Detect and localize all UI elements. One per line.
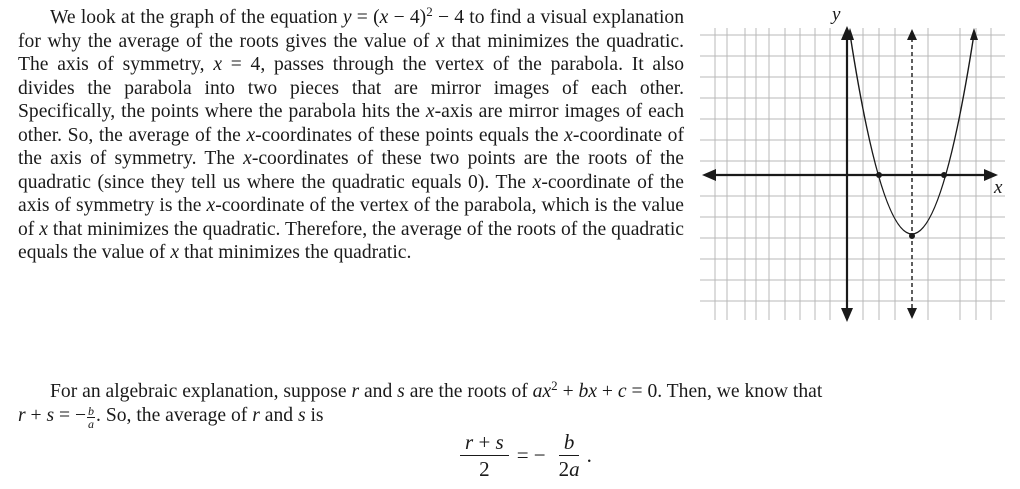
y-axis-label: y xyxy=(832,4,841,25)
x-axis-left-arrow xyxy=(702,169,716,181)
paragraph-graphical-explanation: We look at the graph of the equation $y = (x - 4)^2 - 4$ to find a visual explanation for why the average of the roots gives the value of x that minimizes the quadratic. The axis of symmetry, x = 4, passes through the vertex of the parabola. It also divides the parabola into two pieces that are mirror images of each other. Specifically, the points where the parabola hits the x-axis are mirror images of each other. So, the average of the x-coordinates of these points equals the x-coordinate of the axis of symmetry. The x-coordinates of these two points are the roots of the quadratic (since they tell us where the quadratic equals 0). The x-coordinate of the axis of symmetry is the x-coordinate of the vertex of the parabola, which is the value of x that minimizes the quadratic. Therefore, the average of the roots of the quadratic equals the value of x that minimizes the quadratic. xyxy=(18,4,685,263)
curve-right-arrow xyxy=(970,28,978,40)
parabola-curve xyxy=(850,34,974,234)
equals-minus: = − xyxy=(516,443,546,467)
y-axis-bottom-arrow xyxy=(841,308,853,322)
root-point-left xyxy=(876,172,882,178)
average-fraction: $\frac{r + s}{2}$ xyxy=(460,430,509,481)
inline-fraction: $\frac{b}{a}$ xyxy=(88,403,95,431)
x-axis xyxy=(702,169,998,181)
root-point-right xyxy=(941,172,947,178)
x-axis-label: x xyxy=(994,177,1003,198)
vertex-point xyxy=(909,233,915,239)
parabola-graph xyxy=(700,0,1010,330)
paragraph-algebraic-explanation: For an algebraic explanation, suppose r and s are the roots of $ax^2$ + bx + c = 0. Then, we know that r + s = − $\frac{b}{a}$ . So, the average of r and s is xyxy=(18,378,823,431)
display-equation: $\frac{r + s}{2}$ = − $\frac{b}{2a}$ . xyxy=(452,430,592,481)
result-fraction: $\frac{b}{2a}$ xyxy=(558,430,580,481)
